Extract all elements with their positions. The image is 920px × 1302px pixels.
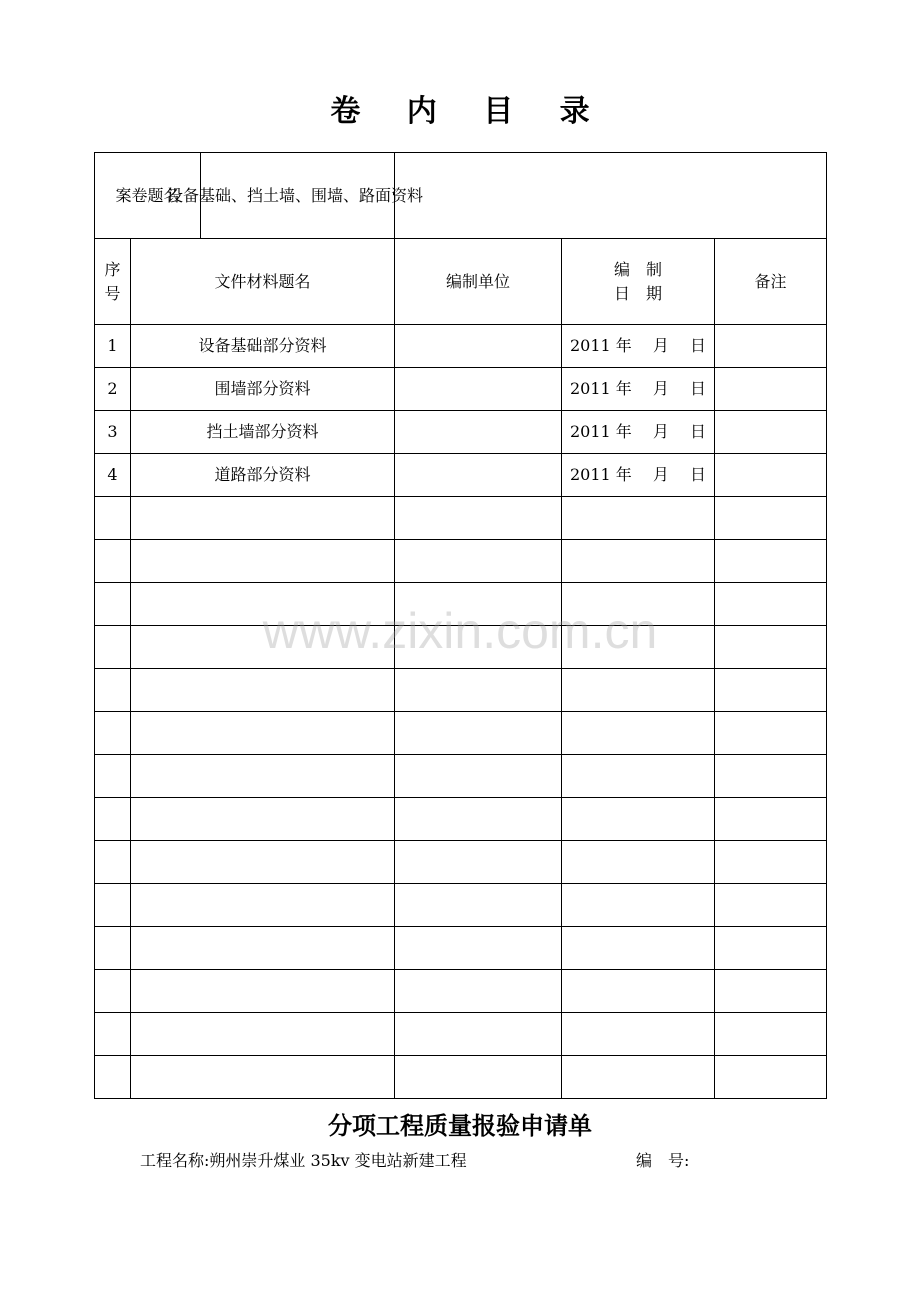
empty-cell <box>715 583 827 626</box>
cell-date: 2011 年 月 日 <box>562 411 715 454</box>
cell-note <box>715 454 827 497</box>
empty-cell <box>131 669 395 712</box>
empty-table-row <box>95 669 827 712</box>
cell-seq: 3 <box>95 411 131 454</box>
empty-cell <box>562 583 715 626</box>
empty-cell <box>131 1056 395 1099</box>
empty-cell <box>715 540 827 583</box>
empty-cell <box>131 798 395 841</box>
empty-cell <box>95 712 131 755</box>
cell-date: 2011 年 月 日 <box>562 368 715 411</box>
directory-table <box>94 152 827 1099</box>
empty-cell <box>395 884 562 927</box>
empty-cell <box>715 927 827 970</box>
empty-cell <box>95 1056 131 1099</box>
column-header-row <box>95 239 827 325</box>
case-title-label: 案卷题名 <box>95 153 201 238</box>
empty-cell <box>715 1013 827 1056</box>
cell-unit <box>395 325 562 368</box>
empty-cell <box>395 755 562 798</box>
empty-cell <box>131 884 395 927</box>
cell-name: 道路部分资料 <box>131 454 395 497</box>
header-date: 编 制 日 期 <box>562 239 715 325</box>
empty-cell <box>95 884 131 927</box>
empty-cell <box>562 755 715 798</box>
empty-cell <box>95 841 131 884</box>
empty-table-row <box>95 798 827 841</box>
empty-cell <box>95 583 131 626</box>
form-subtitle: 分项工程质量报验申请单 <box>328 1111 592 1140</box>
empty-cell <box>715 497 827 540</box>
empty-cell <box>131 626 395 669</box>
empty-cell <box>562 1013 715 1056</box>
header-unit: 编制单位 <box>395 239 562 325</box>
empty-cell <box>395 970 562 1013</box>
empty-cell <box>715 712 827 755</box>
empty-cell <box>562 841 715 884</box>
empty-cell <box>131 927 395 970</box>
header-name: 文件材料题名 <box>131 239 395 325</box>
header-note: 备注 <box>715 239 827 325</box>
empty-table-row <box>95 884 827 927</box>
empty-table-row <box>95 540 827 583</box>
empty-cell <box>131 497 395 540</box>
cell-seq: 1 <box>95 325 131 368</box>
empty-cell <box>131 970 395 1013</box>
empty-cell <box>131 1013 395 1056</box>
empty-cell <box>131 712 395 755</box>
cell-unit <box>395 454 562 497</box>
cell-note <box>715 411 827 454</box>
empty-cell <box>562 497 715 540</box>
empty-cell <box>562 626 715 669</box>
empty-cell <box>715 626 827 669</box>
empty-cell <box>131 583 395 626</box>
cell-unit <box>395 368 562 411</box>
empty-table-row <box>95 583 827 626</box>
cell-name: 设备基础部分资料 <box>131 325 395 368</box>
empty-cell <box>131 755 395 798</box>
cell-unit <box>395 411 562 454</box>
empty-cell <box>395 626 562 669</box>
cell-note <box>715 368 827 411</box>
empty-cell <box>395 1056 562 1099</box>
watermark: www.zixin.com.cn <box>262 603 658 659</box>
empty-table-row <box>95 712 827 755</box>
empty-cell <box>95 497 131 540</box>
empty-cell <box>715 755 827 798</box>
case-title-row <box>95 153 827 239</box>
empty-cell <box>95 755 131 798</box>
empty-table-row <box>95 970 827 1013</box>
cell-note <box>715 325 827 368</box>
empty-table-row <box>95 927 827 970</box>
empty-table-row <box>95 626 827 669</box>
cell-name: 挡土墙部分资料 <box>131 411 395 454</box>
page-title: 卷 内 目 录 <box>330 94 608 129</box>
cell-seq: 4 <box>95 454 131 497</box>
empty-cell <box>395 841 562 884</box>
cell-name: 围墙部分资料 <box>131 368 395 411</box>
empty-cell <box>395 927 562 970</box>
table-row <box>95 411 827 454</box>
empty-cell <box>395 712 562 755</box>
empty-cell <box>395 540 562 583</box>
empty-cell <box>562 1056 715 1099</box>
serial-number-label: 编 号: <box>636 1151 690 1170</box>
empty-table-row <box>95 841 827 884</box>
table-row <box>95 454 827 497</box>
empty-cell <box>395 583 562 626</box>
empty-cell <box>395 497 562 540</box>
empty-cell <box>562 540 715 583</box>
empty-cell <box>715 798 827 841</box>
empty-table-row <box>95 1013 827 1056</box>
empty-cell <box>715 669 827 712</box>
header-seq: 序 号 <box>95 239 131 325</box>
empty-cell <box>95 970 131 1013</box>
empty-cell <box>562 669 715 712</box>
empty-cell <box>562 884 715 927</box>
table-row <box>95 325 827 368</box>
case-title-value: 设备基础、挡土墙、围墙、路面资料 <box>167 185 424 205</box>
empty-cell <box>562 712 715 755</box>
cell-date: 2011 年 月 日 <box>562 454 715 497</box>
empty-table-row <box>95 755 827 798</box>
cell-seq: 2 <box>95 368 131 411</box>
empty-cell <box>131 841 395 884</box>
empty-cell <box>715 841 827 884</box>
empty-cell <box>395 798 562 841</box>
project-name: 工程名称:朔州崇升煤业 35kv 变电站新建工程 <box>140 1151 467 1170</box>
empty-cell <box>562 798 715 841</box>
empty-table-row <box>95 1056 827 1099</box>
empty-cell <box>131 540 395 583</box>
empty-cell <box>715 1056 827 1099</box>
empty-cell <box>95 626 131 669</box>
empty-cell <box>562 927 715 970</box>
empty-cell <box>395 1013 562 1056</box>
empty-cell <box>715 884 827 927</box>
empty-cell <box>395 669 562 712</box>
empty-cell <box>95 927 131 970</box>
empty-cell <box>715 970 827 1013</box>
table-row <box>95 368 827 411</box>
empty-cell <box>95 1013 131 1056</box>
case-title-value-cell <box>167 153 827 239</box>
empty-cell <box>562 970 715 1013</box>
empty-table-row <box>95 497 827 540</box>
empty-cell <box>95 798 131 841</box>
empty-cell <box>95 540 131 583</box>
cell-date: 2011 年 月 日 <box>562 325 715 368</box>
empty-cell <box>95 669 131 712</box>
